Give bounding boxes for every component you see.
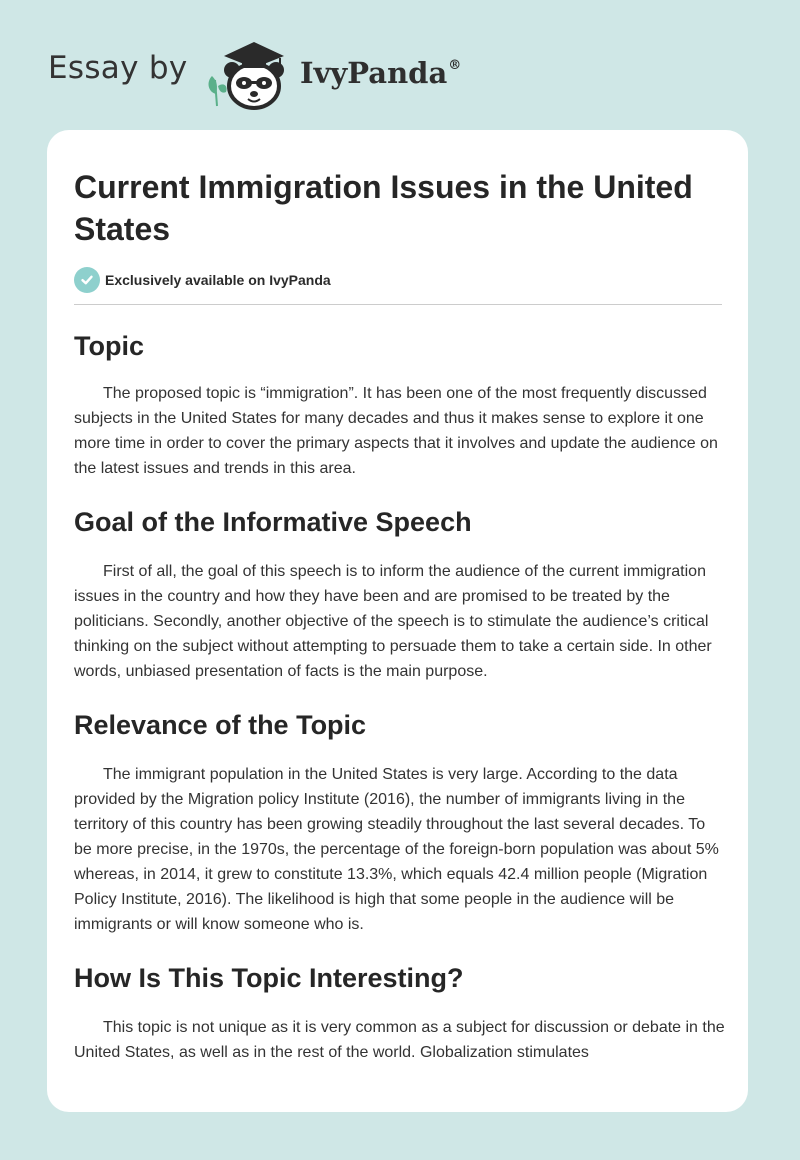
section-text-relevance: The immigrant population in the United States is very large. According to the data provided by the Migration policy Institute (2016), the number of immigrants living in the territory of this country has been growing steadily throughout the last several decades. To be more precise, in the 1970s, the percentage of the foreign-born population was about 5% whereas, in 2014, it grew to constitute 13.3%, which equals 42.4 million people (Migration Policy Institute, 2016). The likelihood is high that some people in the audience will be immigrants or will know someone who is. [74,766,719,933]
section-text-interesting: This topic is not unique as it is very common as a subject for discussion or debate in the United States, as well as in the rest of the world. Globalization stimulates [74,1019,725,1061]
essay-content [74,166,725,1065]
site-header [48,36,548,112]
section-heading-interesting: How Is This Topic Interesting? [74,963,464,993]
section-text-topic: The proposed topic is “immigration”. It has been one of the most frequently discussed subjects in the United States for many decades and thus it makes sense to explore it one more time in order to cover the primary aspects that it involves and update the audience on the latest issues and trends in this area. [74,385,718,477]
section-heading-topic: Topic [74,331,144,361]
section-heading-goal: Goal of the Informative Speech [74,507,472,537]
section-heading-relevance: Relevance of the Topic [74,710,367,740]
panda-logo-icon[interactable] [204,36,296,112]
registered-mark: ® [448,58,462,73]
section-text-goal: First of all, the goal of this speech is to inform the audience of the current immigration issues in the country and how they have been and are promised to be treated by the politicians. Secondly, another objective of the speech is to stimulate the audience’s critical thinking on the subject without attempting to persuade them to take a certain side. In other words, unbiased presentation of facts is the main purpose. [74,563,712,680]
check-icon [74,267,100,293]
page-title: Current Immigration Issues in the United States [74,169,693,247]
essay-by-label: Essay by [48,50,188,86]
essay-card [47,130,748,1112]
brand-name[interactable]: IvyPanda® [300,56,462,90]
exclusive-label: Exclusively available on IvyPanda [105,272,331,288]
divider [74,304,722,305]
exclusive-badge [74,267,722,293]
